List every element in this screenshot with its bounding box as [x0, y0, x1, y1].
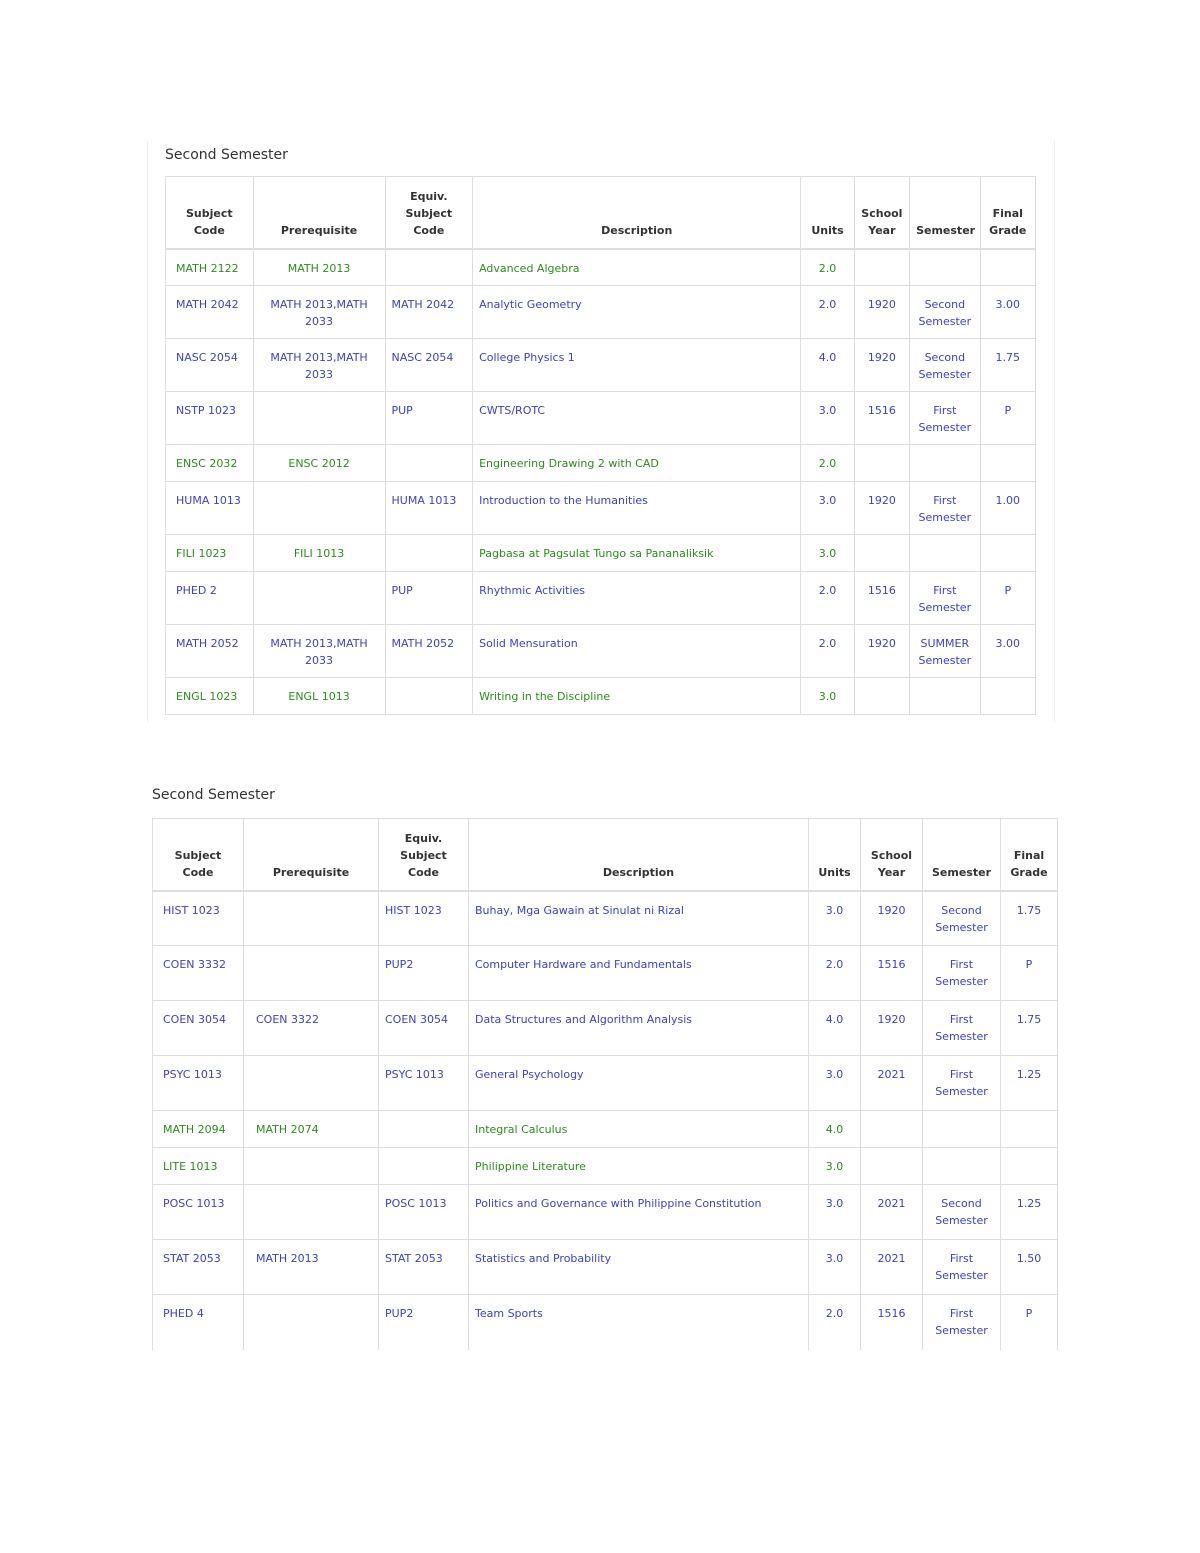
cell-semester: [910, 678, 980, 715]
cell-semester: First Semester: [923, 1240, 1001, 1295]
cell-subject-code: HUMA 1013: [166, 482, 254, 535]
cell-prerequisite: [244, 1185, 379, 1240]
table-row: [153, 1148, 1058, 1185]
grades-table-body: [166, 249, 1036, 715]
cell-semester: First Semester: [910, 482, 980, 535]
cell-equiv-code: MATH 2042: [385, 286, 473, 339]
cell-subject-code: MATH 2094: [153, 1111, 244, 1148]
table-row: [166, 249, 1036, 286]
cell-final-grade: 1.50: [1001, 1240, 1058, 1295]
cell-final-grade: P: [1001, 946, 1058, 1001]
header-school-year: School Year: [854, 177, 909, 249]
cell-semester: First Semester: [923, 1056, 1001, 1111]
cell-description: Politics and Governance with Philippine Constitution: [469, 1185, 809, 1240]
table-row: [166, 482, 1036, 535]
cell-equiv-code: [385, 445, 473, 482]
cell-final-grade: P: [980, 392, 1035, 445]
cell-prerequisite: [244, 891, 379, 946]
cell-description: Philippine Literature: [469, 1148, 809, 1185]
grades-table-2: [152, 818, 1058, 1350]
cell-school-year: [854, 678, 909, 715]
cell-equiv-code: PUP: [385, 392, 473, 445]
cell-subject-code: MATH 2042: [166, 286, 254, 339]
cell-school-year: 1516: [854, 572, 909, 625]
cell-school-year: 1920: [854, 625, 909, 678]
cell-final-grade: 1.25: [1001, 1056, 1058, 1111]
header-final-grade: Final Grade: [1001, 819, 1058, 891]
cell-final-grade: 1.75: [980, 339, 1035, 392]
cell-prerequisite: MATH 2013,MATH 2033: [253, 339, 385, 392]
cell-prerequisite: [244, 1056, 379, 1111]
cell-school-year: 1516: [861, 1295, 923, 1350]
cell-equiv-code: STAT 2053: [379, 1240, 469, 1295]
cell-equiv-code: PSYC 1013: [379, 1056, 469, 1111]
header-description: Description: [469, 819, 809, 891]
cell-prerequisite: MATH 2013,MATH 2033: [253, 286, 385, 339]
cell-prerequisite: ENSC 2012: [253, 445, 385, 482]
cell-description: Solid Mensuration: [473, 625, 801, 678]
cell-prerequisite: COEN 3322: [244, 1001, 379, 1056]
cell-final-grade: P: [980, 572, 1035, 625]
cell-school-year: [854, 445, 909, 482]
table-header-row: [153, 819, 1058, 891]
cell-subject-code: COEN 3332: [153, 946, 244, 1001]
cell-equiv-code: HUMA 1013: [385, 482, 473, 535]
cell-subject-code: NSTP 1023: [166, 392, 254, 445]
table-row: [166, 625, 1036, 678]
cell-school-year: 1920: [861, 891, 923, 946]
cell-prerequisite: MATH 2074: [244, 1111, 379, 1148]
cell-subject-code: PSYC 1013: [153, 1056, 244, 1111]
header-prerequisite: Prerequisite: [244, 819, 379, 891]
cell-subject-code: FILI 1023: [166, 535, 254, 572]
table-row: [153, 891, 1058, 946]
cell-semester: First Semester: [923, 946, 1001, 1001]
cell-units: 4.0: [809, 1111, 861, 1148]
cell-final-grade: 1.00: [980, 482, 1035, 535]
cell-description: Computer Hardware and Fundamentals: [469, 946, 809, 1001]
table-row: [153, 1056, 1058, 1111]
cell-description: CWTS/ROTC: [473, 392, 801, 445]
cell-units: 3.0: [809, 1148, 861, 1185]
header-prerequisite: Prerequisite: [253, 177, 385, 249]
cell-prerequisite: [253, 572, 385, 625]
cell-units: 3.0: [801, 678, 854, 715]
panel-title: Second Semester: [152, 787, 275, 803]
cell-units: 2.0: [801, 572, 854, 625]
cell-units: 2.0: [801, 445, 854, 482]
table-row: [166, 392, 1036, 445]
cell-final-grade: [980, 678, 1035, 715]
table-row: [153, 1240, 1058, 1295]
cell-equiv-code: PUP2: [379, 1295, 469, 1350]
table-row: [166, 572, 1036, 625]
cell-description: Pagbasa at Pagsulat Tungo sa Pananaliksik: [473, 535, 801, 572]
grades-table-1: [165, 176, 1036, 715]
cell-units: 3.0: [801, 482, 854, 535]
cell-final-grade: 3.00: [980, 286, 1035, 339]
cell-units: 3.0: [801, 535, 854, 572]
cell-description: College Physics 1: [473, 339, 801, 392]
cell-final-grade: 1.75: [1001, 891, 1058, 946]
cell-final-grade: [980, 445, 1035, 482]
cell-subject-code: ENGL 1023: [166, 678, 254, 715]
cell-subject-code: PHED 2: [166, 572, 254, 625]
cell-subject-code: NASC 2054: [166, 339, 254, 392]
cell-subject-code: POSC 1013: [153, 1185, 244, 1240]
cell-equiv-code: NASC 2054: [385, 339, 473, 392]
cell-school-year: [861, 1111, 923, 1148]
cell-equiv-code: HIST 1023: [379, 891, 469, 946]
header-description: Description: [473, 177, 801, 249]
cell-school-year: [861, 1148, 923, 1185]
cell-description: Advanced Algebra: [473, 249, 801, 286]
table-row: [166, 445, 1036, 482]
table-row: [153, 946, 1058, 1001]
table-row: [166, 286, 1036, 339]
table-header-row: [166, 177, 1036, 249]
cell-description: Team Sports: [469, 1295, 809, 1350]
cell-semester: Second Semester: [923, 891, 1001, 946]
cell-semester: First Semester: [910, 572, 980, 625]
header-subject-code: Subject Code: [153, 819, 244, 891]
cell-final-grade: [1001, 1148, 1058, 1185]
cell-description: Buhay, Mga Gawain at Sinulat ni Rizal: [469, 891, 809, 946]
cell-equiv-code: PUP: [385, 572, 473, 625]
cell-description: Introduction to the Humanities: [473, 482, 801, 535]
cell-equiv-code: PUP2: [379, 946, 469, 1001]
header-equiv-code: Equiv. Subject Code: [385, 177, 473, 249]
panel-title: Second Semester: [165, 147, 288, 163]
cell-semester: Second Semester: [923, 1185, 1001, 1240]
cell-prerequisite: MATH 2013: [244, 1240, 379, 1295]
cell-equiv-code: [379, 1148, 469, 1185]
cell-subject-code: PHED 4: [153, 1295, 244, 1350]
cell-prerequisite: ENGL 1013: [253, 678, 385, 715]
cell-subject-code: LITE 1013: [153, 1148, 244, 1185]
cell-semester: First Semester: [923, 1001, 1001, 1056]
cell-prerequisite: [244, 1295, 379, 1350]
cell-semester: First Semester: [923, 1295, 1001, 1350]
cell-equiv-code: [385, 678, 473, 715]
cell-school-year: [854, 249, 909, 286]
cell-final-grade: [980, 249, 1035, 286]
cell-subject-code: STAT 2053: [153, 1240, 244, 1295]
cell-equiv-code: [379, 1111, 469, 1148]
cell-subject-code: MATH 2052: [166, 625, 254, 678]
header-units: Units: [801, 177, 854, 249]
cell-school-year: 1516: [861, 946, 923, 1001]
cell-units: 4.0: [809, 1001, 861, 1056]
cell-units: 3.0: [809, 1240, 861, 1295]
cell-prerequisite: [244, 946, 379, 1001]
cell-prerequisite: FILI 1013: [253, 535, 385, 572]
cell-subject-code: HIST 1023: [153, 891, 244, 946]
header-final-grade: Final Grade: [980, 177, 1035, 249]
cell-description: Engineering Drawing 2 with CAD: [473, 445, 801, 482]
cell-school-year: 1920: [861, 1001, 923, 1056]
cell-school-year: 2021: [861, 1185, 923, 1240]
table-row: [166, 535, 1036, 572]
cell-equiv-code: [385, 535, 473, 572]
cell-description: Data Structures and Algorithm Analysis: [469, 1001, 809, 1056]
cell-final-grade: 3.00: [980, 625, 1035, 678]
cell-description: Statistics and Probability: [469, 1240, 809, 1295]
header-school-year: School Year: [861, 819, 923, 891]
cell-final-grade: P: [1001, 1295, 1058, 1350]
cell-units: 3.0: [809, 891, 861, 946]
table-row: [153, 1001, 1058, 1056]
cell-description: Rhythmic Activities: [473, 572, 801, 625]
cell-equiv-code: POSC 1013: [379, 1185, 469, 1240]
cell-equiv-code: MATH 2052: [385, 625, 473, 678]
cell-units: 2.0: [809, 1295, 861, 1350]
cell-description: Writing in the Discipline: [473, 678, 801, 715]
cell-description: Analytic Geometry: [473, 286, 801, 339]
cell-school-year: 2021: [861, 1056, 923, 1111]
cell-semester: [910, 535, 980, 572]
cell-semester: [923, 1148, 1001, 1185]
cell-semester: First Semester: [910, 392, 980, 445]
cell-equiv-code: [385, 249, 473, 286]
cell-school-year: 1920: [854, 286, 909, 339]
table-row: [166, 678, 1036, 715]
cell-units: 2.0: [809, 946, 861, 1001]
cell-final-grade: [1001, 1111, 1058, 1148]
cell-semester: Second Semester: [910, 286, 980, 339]
table-row: [166, 339, 1036, 392]
cell-description: General Psychology: [469, 1056, 809, 1111]
cell-final-grade: [980, 535, 1035, 572]
cell-prerequisite: [253, 482, 385, 535]
cell-school-year: 1516: [854, 392, 909, 445]
cell-units: 2.0: [801, 625, 854, 678]
cell-prerequisite: [244, 1148, 379, 1185]
cell-prerequisite: MATH 2013: [253, 249, 385, 286]
cell-semester: [910, 249, 980, 286]
cell-school-year: 2021: [861, 1240, 923, 1295]
header-subject-code: Subject Code: [166, 177, 254, 249]
cell-equiv-code: COEN 3054: [379, 1001, 469, 1056]
cell-subject-code: ENSC 2032: [166, 445, 254, 482]
cell-school-year: [854, 535, 909, 572]
cell-units: 3.0: [801, 392, 854, 445]
cell-subject-code: MATH 2122: [166, 249, 254, 286]
table-row: [153, 1295, 1058, 1350]
cell-final-grade: 1.25: [1001, 1185, 1058, 1240]
cell-units: 2.0: [801, 249, 854, 286]
cell-school-year: 1920: [854, 339, 909, 392]
cell-units: 2.0: [801, 286, 854, 339]
header-units: Units: [809, 819, 861, 891]
cell-units: 3.0: [809, 1185, 861, 1240]
cell-semester: SUMMER Semester: [910, 625, 980, 678]
cell-semester: [923, 1111, 1001, 1148]
header-semester: Semester: [910, 177, 980, 249]
cell-units: 4.0: [801, 339, 854, 392]
cell-final-grade: 1.75: [1001, 1001, 1058, 1056]
header-equiv-code: Equiv. Subject Code: [379, 819, 469, 891]
grades-panel-1: [147, 141, 1055, 722]
cell-description: Integral Calculus: [469, 1111, 809, 1148]
header-semester: Semester: [923, 819, 1001, 891]
cell-semester: Second Semester: [910, 339, 980, 392]
cell-prerequisite: [253, 392, 385, 445]
table-row: [153, 1185, 1058, 1240]
table-row: [153, 1111, 1058, 1148]
cell-prerequisite: MATH 2013,MATH 2033: [253, 625, 385, 678]
grades-table-body: [153, 891, 1058, 1350]
cell-subject-code: COEN 3054: [153, 1001, 244, 1056]
cell-school-year: 1920: [854, 482, 909, 535]
cell-semester: [910, 445, 980, 482]
cell-units: 3.0: [809, 1056, 861, 1111]
